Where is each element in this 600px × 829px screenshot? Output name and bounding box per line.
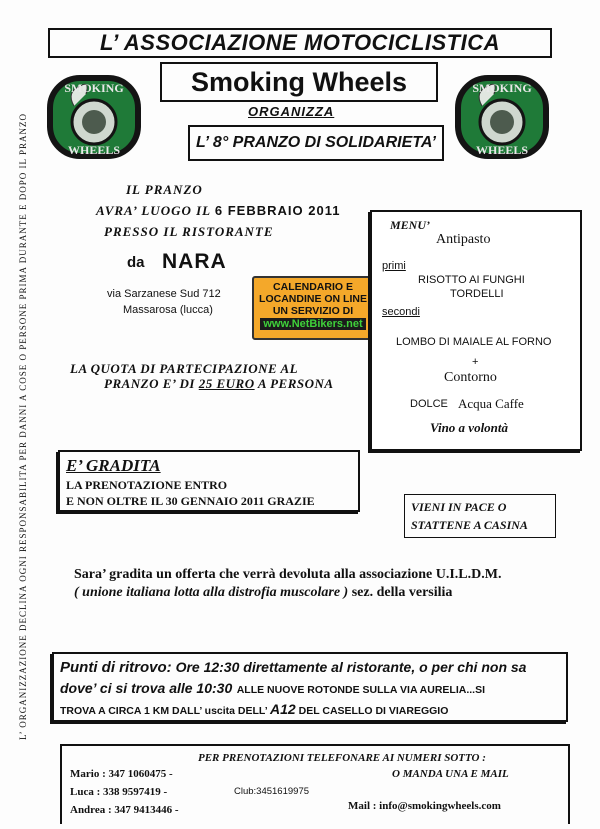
event-date: 6 FEBBRAIO 2011 — [214, 203, 341, 218]
logo-right-bottom-text: WHEELS — [475, 143, 529, 157]
quota-line-2 — [104, 376, 334, 392]
logo-right-top-text: SMOKING — [472, 81, 532, 95]
offerta-uildm: ( unione italiana lotta alla distrofia muscolare ) — [74, 585, 349, 600]
menu-antipasto: Antipasto — [436, 232, 491, 247]
vieni-box — [404, 494, 556, 538]
punti-line-2 — [60, 680, 485, 698]
logo-left-top-text: SMOKING — [64, 81, 124, 95]
contact-mario: Mario : 347 1060475 - — [70, 768, 173, 780]
menu-vino: Vino a volontà — [430, 420, 509, 435]
smoking-wheels-logo-right — [452, 66, 552, 166]
punti-line-3-a: TROVA A CIRCA 1 KM DALL’ uscita DELL’ — [60, 705, 268, 717]
contact-luca: Luca : 338 9597419 - — [70, 786, 168, 798]
quota-line-1: LA QUOTA DI PARTECIPAZIONE AL — [70, 361, 299, 376]
event-line-3: PRESSO IL RISTORANTE — [104, 224, 274, 239]
punti-line-1-rest: Ore 12:30 direttamente al ristorante, o per chi non sa — [175, 659, 527, 675]
menu-secondi-1: LOMBO DI MAIALE AL FORNO — [396, 336, 552, 348]
address-line-1: via Sarzanese Sud 712 — [107, 288, 221, 300]
quota-suffix: A PERSONA — [257, 376, 334, 391]
gradita-box — [58, 450, 360, 512]
association-title: L’ ASSOCIAZIONE MOTOCICLISTICA — [48, 28, 552, 58]
contact-andrea: Andrea : 347 9413446 - — [70, 804, 179, 816]
menu-primi-1: RISOTTO AI FUNGHI — [418, 274, 525, 286]
side-disclaimer: L’ ORGANIZZAZIONE DECLINA OGNI RESPONSABILITA PER DANNI A COSE O PERSONE PRIMA DURANTE E DOPO IL PRANZO — [18, 113, 28, 740]
gradita-line-2: E NON OLTRE IL 30 GENNAIO 2011 GRAZIE — [66, 494, 315, 508]
quota-prefix: PRANZO E’ DI — [104, 376, 195, 391]
organizza-label: ORGANIZZA — [248, 104, 335, 119]
address-line-2: Massarosa (lucca) — [123, 304, 213, 316]
event-line-1: IL PRANZO — [126, 182, 203, 197]
contacts-box — [60, 744, 570, 824]
ad-line-1: CALENDARIO E — [273, 281, 353, 293]
offerta-sezione: sez. della versilia — [351, 585, 453, 600]
punti-box — [52, 652, 568, 722]
punti-line-3 — [60, 701, 448, 717]
menu-title: MENU’ — [390, 218, 431, 232]
event-line-2-prefix: AVRA’ LUOGO IL — [96, 203, 211, 218]
punti-road: A12 — [270, 701, 296, 717]
contacts-email-hint: O MANDA UNA E MAIL — [392, 768, 509, 780]
contacts-header: PER PRENOTAZIONI TELEFONARE AI NUMERI SOTTO : — [198, 752, 486, 764]
netbikers-ad[interactable] — [252, 276, 374, 340]
restaurant-name: NARA — [162, 250, 227, 273]
offerta-line-2 — [74, 585, 452, 601]
vieni-line-1: VIENI IN PACE O — [411, 500, 507, 514]
menu-primi-2: TORDELLI — [450, 288, 504, 300]
contact-club: Club:3451619975 — [234, 786, 310, 797]
punti-line-2-b: ALLE NUOVE ROTONDE SULLA VIA AURELIA...SI — [236, 684, 486, 696]
menu-acqua-caffe: Acqua Caffe — [458, 396, 524, 411]
netbikers-link[interactable]: www.NetBikers.net — [260, 318, 365, 330]
menu-contorno: Contorno — [444, 370, 497, 385]
punti-line-2-a: dove’ ci si trova alle 10:30 — [60, 680, 233, 696]
menu-plus: + — [472, 356, 479, 368]
punti-label: Punti di ritrovo: — [60, 659, 172, 676]
menu-box — [370, 210, 582, 451]
gradita-title: E’ GRADITA — [66, 456, 161, 475]
punti-line-3-b: DEL CASELLO DI VIAREGGIO — [298, 705, 449, 717]
club-name: Smoking Wheels — [160, 62, 438, 102]
quota-amount: 25 EURO — [198, 376, 255, 391]
menu-dolce: DOLCE — [410, 398, 448, 410]
menu-secondi-label: secondi — [382, 306, 420, 318]
event-line-2 — [96, 203, 340, 219]
offerta-line-1: Sara’ gradita un offerta che verrà devoluta alla associazione U.I.L.D.M. — [74, 567, 502, 582]
menu-primi-label: primi — [382, 260, 406, 272]
vieni-line-2: STATTENE A CASINA — [411, 518, 528, 532]
logo-left-bottom-text: WHEELS — [67, 143, 121, 157]
punti-line-1 — [60, 659, 526, 676]
contact-mail[interactable]: Mail : info@smokingwheels.com — [348, 800, 501, 812]
event-title: L’ 8° PRANZO DI SOLIDARIETA’ — [188, 125, 444, 161]
ad-line-3: UN SERVIZIO DI — [272, 305, 354, 317]
smoking-wheels-logo-left — [44, 66, 144, 166]
ad-line-2: LOCANDINE ON LINE — [259, 293, 367, 305]
da-label: da — [127, 254, 145, 271]
gradita-line-1: LA PRENOTAZIONE ENTRO — [66, 478, 228, 492]
